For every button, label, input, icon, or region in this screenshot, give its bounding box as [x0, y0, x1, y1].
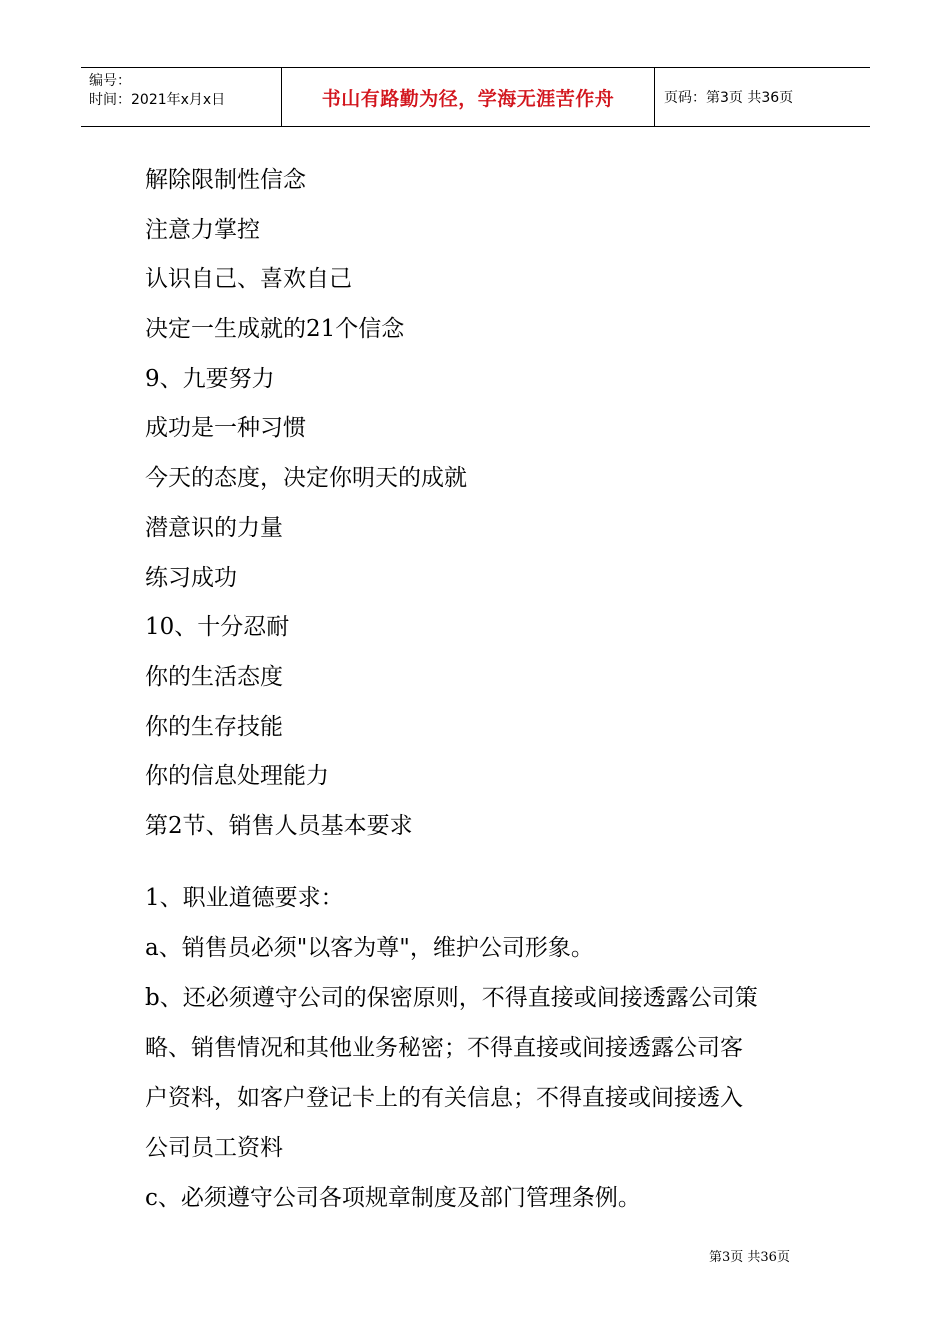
text-line: 你的信息处理能力 — [145, 763, 329, 790]
time-label: 时间：2021年x月x日 — [89, 92, 226, 108]
item-b-line: 户资料，如客户登记卡上的有关信息；不得直接或间接透入 — [145, 1084, 743, 1111]
text-line: 解除限制性信念 — [145, 167, 306, 193]
page-header — [81, 67, 870, 127]
section-title: 第2节、销售人员基本要求 — [145, 812, 413, 839]
document-body — [145, 158, 825, 1226]
item-c: c、必须遵守公司各项规章制度及部门管理条例。 — [145, 1184, 641, 1211]
text-line: 今天的态度，决定你明天的成就 — [145, 465, 467, 492]
text-line: 10、十分忍耐 — [145, 614, 290, 641]
page-footer: 第3页 共36页 — [709, 1250, 790, 1265]
text-line: 潜意识的力量 — [145, 514, 283, 541]
text-line: 你的生存技能 — [145, 713, 283, 740]
header-meta — [81, 68, 282, 126]
text-line: 成功是一种习惯 — [145, 415, 306, 442]
text-line: 决定一生成就的21个信念 — [145, 316, 405, 343]
ethics-section — [145, 876, 825, 1226]
text-line: 认识自己、喜欢自己 — [145, 266, 352, 293]
item-b-line: 公司员工资料 — [145, 1134, 283, 1161]
ethics-heading: 1、职业道德要求： — [145, 884, 344, 911]
header-motto: 书山有路勤为径，学海无涯苦作舟 — [282, 68, 655, 126]
spacer — [145, 854, 825, 876]
item-b-line: 略、销售情况和其他业务秘密；不得直接或间接透露公司客 — [145, 1034, 743, 1061]
item-b-line: b、还必须遵守公司的保密原则，不得直接或间接透露公司策 — [145, 984, 758, 1011]
text-line: 9、九要努力 — [145, 365, 275, 392]
header-page-number: 页码：第3页 共36页 — [664, 90, 794, 106]
text-line: 练习成功 — [145, 564, 237, 591]
code-label: 编号： — [89, 73, 131, 89]
text-line: 注意力掌控 — [145, 216, 260, 243]
item-a: a、销售员必须"以客为尊"，维护公司形象。 — [145, 934, 594, 961]
text-line: 你的生活态度 — [145, 663, 283, 690]
